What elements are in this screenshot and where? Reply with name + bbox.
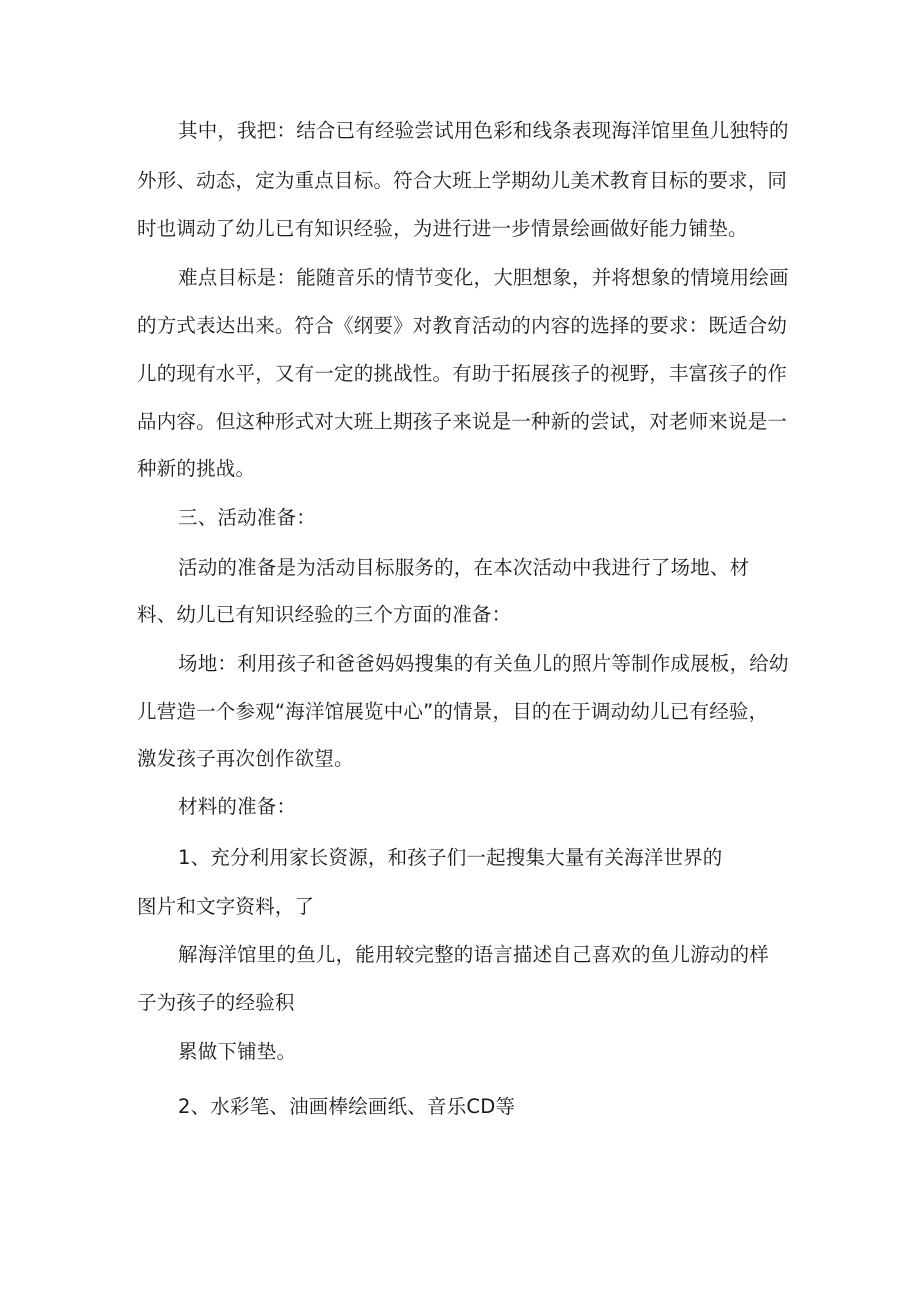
paragraph-line: 种新的挑战。 xyxy=(137,457,256,480)
paragraph-line: 时也调动了幼儿已有知识经验，为进行进一步情景绘画做好能力铺垫。 xyxy=(137,217,748,240)
list-item-line: 2、水彩笔、油画棒绘画纸、音乐CD等 xyxy=(178,1095,516,1118)
list-item-line: 解海洋馆里的鱼儿，能用较完整的语言描述自己喜欢的鱼儿游动的样 xyxy=(178,943,770,966)
paragraph-line: 外形、动态，定为重点目标。符合大班上学期幼儿美术教育目标的要求，同 xyxy=(137,169,788,192)
section-heading: 三、活动准备： xyxy=(178,506,316,529)
list-item-line: 图片和文字资料，了 xyxy=(137,895,315,918)
paragraph-line: 料、幼儿已有知识经验的三个方面的准备： xyxy=(137,603,512,626)
list-item-line: 累做下铺垫。 xyxy=(178,1040,297,1063)
paragraph-line: 儿营造一个参观“海洋馆展览中心”的情景，目的在于调动幼儿已有经验， xyxy=(137,700,769,723)
list-item-line: 子为孩子的经验积 xyxy=(137,991,295,1014)
list-item-line: 1、充分利用家长资源，和孩子们一起搜集大量有关海洋世界的 xyxy=(178,846,723,869)
paragraph-line: 活动的准备是为活动目标服务的，在本次活动中我进行了场地、材 xyxy=(178,556,750,579)
paragraph-line: 场地：利用孩子和爸爸妈妈搜集的有关鱼儿的照片等制作成展板，给幼 xyxy=(178,652,789,675)
paragraph-line: 的方式表达出来。符合《纲要》对教育活动的内容的选择的要求：既适合幼 xyxy=(137,314,788,337)
subsection-heading: 材料的准备： xyxy=(178,795,297,818)
paragraph-line: 激发孩子再次创作欲望。 xyxy=(137,747,354,770)
paragraph-line: 品内容。但这种形式对大班上期孩子来说是一种新的尝试，对老师来说是一 xyxy=(137,410,788,433)
paragraph-line: 难点目标是：能随音乐的情节变化，大胆想象，并将想象的情境用绘画 xyxy=(178,266,789,289)
paragraph-line: 儿的现有水平，又有一定的挑战性。有助于拓展孩子的视野，丰富孩子的作 xyxy=(137,362,788,385)
paragraph-line: 其中，我把：结合已有经验尝试用色彩和线条表现海洋馆里鱼儿独特的 xyxy=(178,119,789,142)
